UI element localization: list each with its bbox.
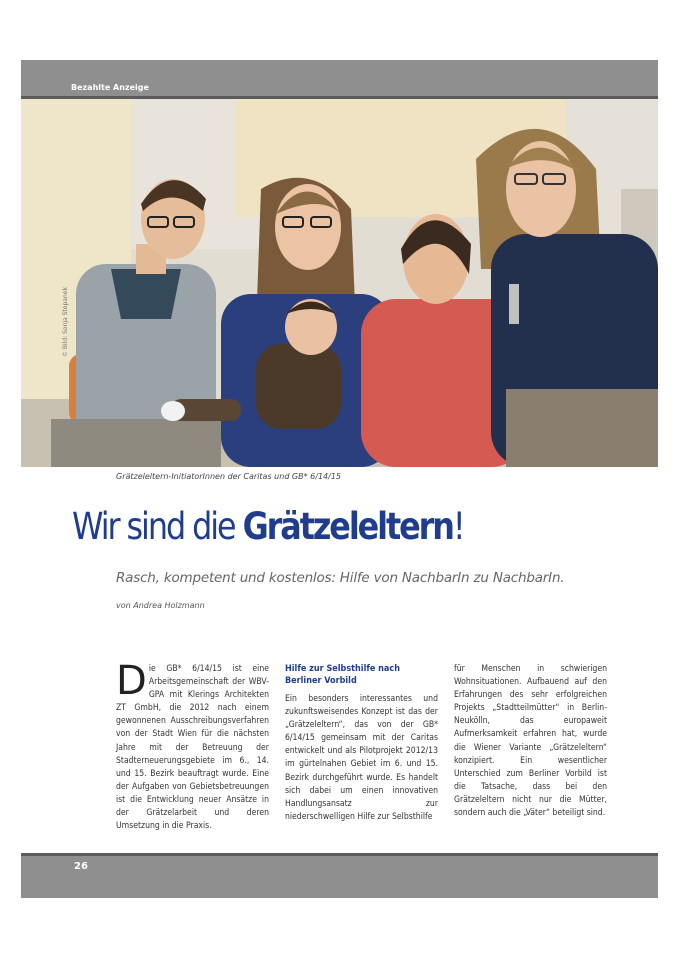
column-1 (116, 658, 269, 833)
drop-cap: D (116, 658, 147, 704)
article-headline (72, 505, 464, 548)
headline-end: ! (452, 505, 464, 548)
column-2 (285, 663, 438, 824)
photo-credit (62, 345, 69, 357)
article-subtitle: Rasch, kompetent und kostenlos: Hilfe von NachbarIn zu NachbarIn. (116, 570, 565, 586)
column-2-text: Ein besonders interessantes und zukunftsweisendes Konzept ist das der „Grätzeleltern“, das von der GB* 6/14/15 gemeinsam mit der Caritas entwickelt und als Pilotprojekt 2012/13 im gürtelnahen Gebiet im 6. und 15. Bezirk durchgeführt wurde. Es handelt sich dabei um einen innovativen Handlungsansatz zur niederschwelligen Hilfe zur Selbsthilfe (285, 694, 438, 822)
column-3-text: für Menschen in schwierigen Wohnsituationen. Aufbauend auf den Erfahrungen des sehr erfolgreichen Projekts „Stadtteilmütter“ in Berlin-Neukölln, das europaweit Aufmerksamkeit erfahren hat, wurde die Wiener Variante „Grätzeleltern“ konzipiert. Ein wesentlicher Unterschied zum Berliner Vorbild ist die Tatsache, dass bei den Grätzeleltern nicht nur die Mütter, sondern auch die „Väter“ beteiligt sind. (454, 664, 607, 819)
paid-ad-label: Bezahlte Anzeige (71, 83, 149, 92)
section-heading: Hilfe zur Selbsthilfe nach Berliner Vorbild (285, 664, 400, 686)
column-1-text: ie GB* 6/14/15 ist eine Arbeitsgemeinschaft der WBV-GPA mit Klerings Architekten ZT GmbH, die 2012 nach einem gewonnenen Ausschreibungsverfahren von der Stadt Wien für die nächsten Jahre mit der Betreuung der Stadterneuerungsgebiete im 6., 14. und 15. Bezirk beauftragt wurde. Eine der Aufgaben von Gebietsbetreuungen ist die Entwicklung neuer Ansätze in der Grätzelarbeit und deren Umsetzung in die Praxis. (116, 664, 269, 832)
headline-bold: Grätzeleltern (242, 505, 453, 548)
header-bar (21, 60, 658, 96)
page-number: 26 (74, 861, 88, 872)
headline-regular: Wir sind die (72, 505, 243, 548)
article-author: von Andrea Holzmann (116, 601, 205, 610)
group-photo (21, 99, 658, 467)
photo-caption: Grätzeleltern-InitiatorInnen der Caritas und GB* 6/14/15 (116, 472, 342, 481)
footer-bar (21, 856, 658, 898)
column-3 (454, 663, 607, 820)
